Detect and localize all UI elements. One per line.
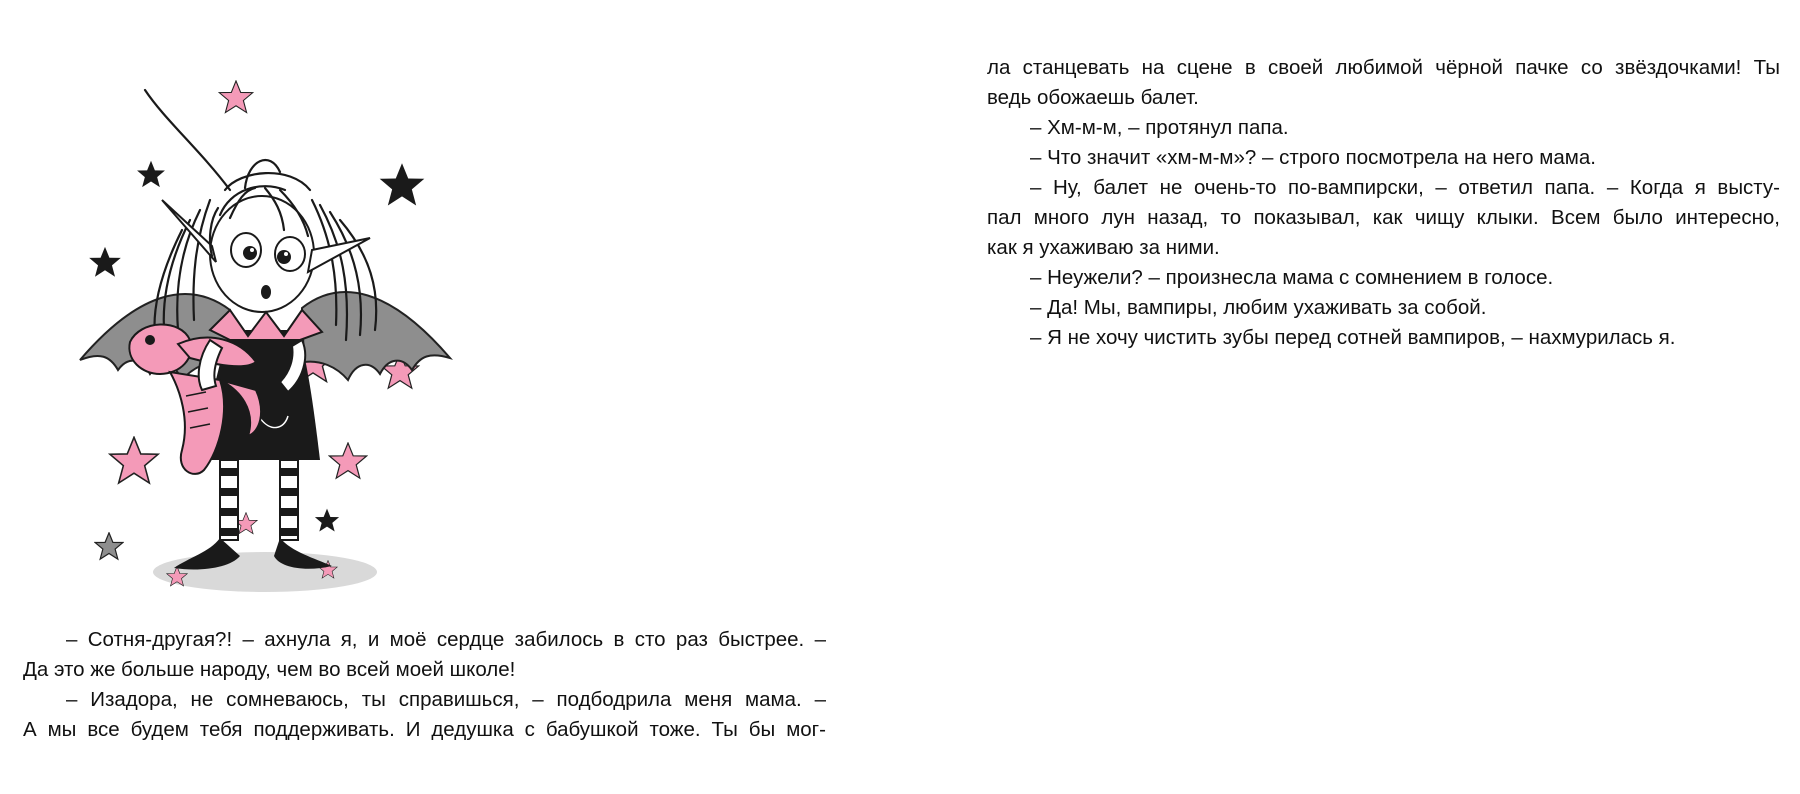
- mouth: [261, 285, 271, 299]
- text-line: – Я не хочу чистить зубы перед сотней вампиров, – нахмурилась я.: [1030, 326, 1676, 349]
- vampire-girl-illustration: [70, 40, 470, 600]
- text-line: – Да! Мы, вампиры, любим ухаживать за собой.: [1030, 296, 1487, 319]
- paragraph: [987, 143, 1780, 173]
- paragraph: [23, 625, 826, 685]
- striped-legs: [220, 460, 298, 540]
- right-page: [900, 0, 1800, 794]
- text-line: ла станцевать на сцене в своей любимой чёрной пачке со звёздочками! Ты: [987, 56, 1780, 79]
- text-line: – Неужели? – произнесла мама с сомнением в голосе.: [1030, 266, 1554, 289]
- paragraph: [987, 263, 1780, 293]
- text-line: А мы все будем тебя поддерживать. И дедушка с бабушкой тоже. Ты бы мог-: [23, 718, 826, 741]
- text-line: ведь обожаешь балет.: [987, 86, 1199, 109]
- right-page-text: [987, 53, 1780, 353]
- paragraph: [987, 113, 1780, 143]
- pointy-ear: [308, 238, 370, 272]
- pointy-ear: [162, 200, 216, 262]
- paragraph: [987, 293, 1780, 323]
- text-line: – Сотня-другая?! – ахнула я, и моё сердце забилось в сто раз быстрее. –: [66, 628, 826, 651]
- text-line: как я ухаживаю за ними.: [987, 236, 1220, 259]
- text-line: пал много лун назад, то показывал, как чищу клыки. Всем было интересно,: [987, 206, 1780, 229]
- text-line: – Хм-м-м, – протянул папа.: [1030, 116, 1289, 139]
- text-line: – Ну, балет не очень-то по-вампирски, – ответил папа. – Когда я высту-: [1030, 176, 1780, 199]
- paragraph: [23, 685, 826, 745]
- left-page-text: [23, 625, 826, 745]
- text-line: – Что значит «хм-м-м»? – строго посмотрела на него мама.: [1030, 146, 1596, 169]
- paragraph: [987, 323, 1780, 353]
- paragraph: [987, 53, 1780, 113]
- text-line: Да это же больше народу, чем во всей моей школе!: [23, 658, 516, 681]
- paragraph: [987, 173, 1780, 263]
- ground-shadow: [153, 552, 377, 592]
- text-line: – Изадора, не сомневаюсь, ты справишься, – подбодрила меня мама. –: [66, 688, 826, 711]
